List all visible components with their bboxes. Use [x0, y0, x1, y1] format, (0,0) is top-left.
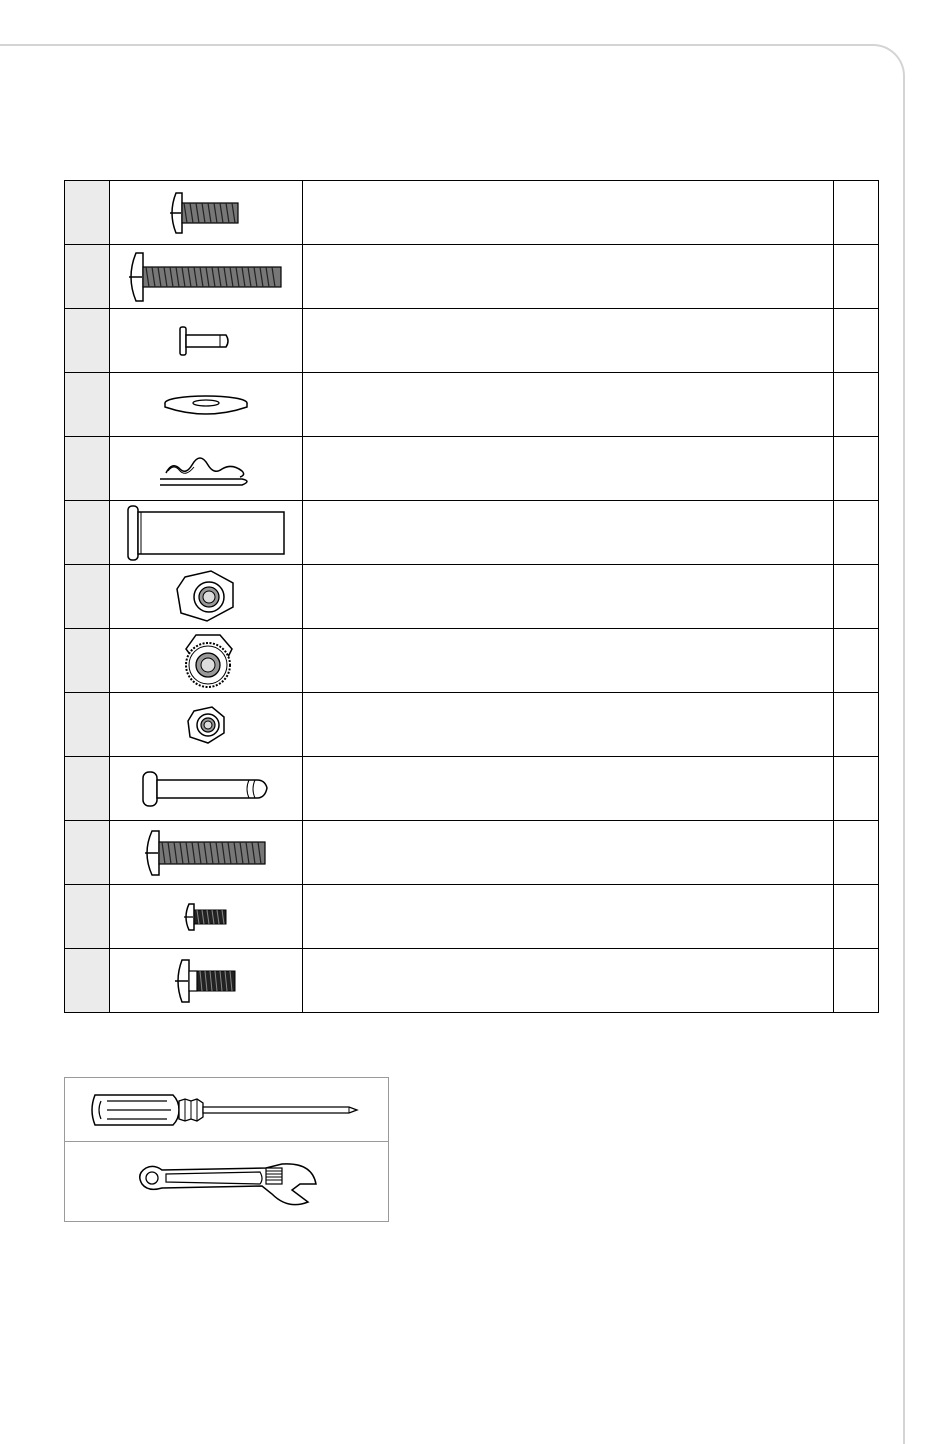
serrated-flange-nut-icon: [176, 631, 236, 691]
part-description: [303, 629, 834, 693]
part-number: [65, 245, 110, 309]
part-quantity: [834, 373, 879, 437]
part-number: [65, 373, 110, 437]
part-description: [303, 885, 834, 949]
table-row: [65, 373, 879, 437]
part-quantity: [834, 501, 879, 565]
part-quantity: [834, 885, 879, 949]
part-quantity: [834, 949, 879, 1013]
tool-cell: [65, 1141, 388, 1222]
part-quantity: [834, 437, 879, 501]
part-description: [303, 373, 834, 437]
small-black-screw-icon: [181, 900, 231, 934]
clevis-pin-icon: [176, 321, 236, 361]
table-row: [65, 821, 879, 885]
part-number: [65, 437, 110, 501]
phillips-screwdriver-icon: [87, 1085, 367, 1135]
part-number: [65, 885, 110, 949]
part-quantity: [834, 757, 879, 821]
table-row: [65, 245, 879, 309]
long-screw-icon: [126, 249, 286, 305]
part-description: [303, 821, 834, 885]
medium-screw-icon: [142, 827, 270, 879]
part-description: [303, 757, 834, 821]
part-description: [303, 501, 834, 565]
part-quantity: [834, 181, 879, 245]
part-number: [65, 565, 110, 629]
part-number: [65, 693, 110, 757]
part-number: [65, 501, 110, 565]
part-description: [303, 437, 834, 501]
table-row: [65, 437, 879, 501]
hair-pin-clip-icon: [156, 447, 256, 491]
part-description: [303, 565, 834, 629]
part-description: [303, 181, 834, 245]
part-number: [65, 629, 110, 693]
table-row: [65, 309, 879, 373]
table-row: [65, 693, 879, 757]
table-row: [65, 757, 879, 821]
part-number: [65, 757, 110, 821]
part-description: [303, 949, 834, 1013]
part-quantity: [834, 565, 879, 629]
lock-nut-small-icon: [184, 703, 228, 747]
table-row: [65, 885, 879, 949]
table-row: [65, 181, 879, 245]
part-quantity: [834, 309, 879, 373]
flat-washer-icon: [161, 390, 251, 420]
part-quantity: [834, 629, 879, 693]
part-quantity: [834, 693, 879, 757]
part-quantity: [834, 821, 879, 885]
adjustable-wrench-icon: [132, 1150, 322, 1214]
table-row: [65, 565, 879, 629]
lock-nut-large-icon: [171, 567, 241, 627]
hardware-parts-table: [64, 180, 879, 1013]
part-number: [65, 181, 110, 245]
part-number: [65, 821, 110, 885]
tool-cell: [65, 1078, 388, 1141]
part-description: [303, 245, 834, 309]
tools-required-box: [64, 1077, 389, 1222]
part-number: [65, 949, 110, 1013]
part-description: [303, 693, 834, 757]
table-row: [65, 501, 879, 565]
part-number: [65, 309, 110, 373]
table-row: [65, 949, 879, 1013]
part-quantity: [834, 245, 879, 309]
flanged-sleeve-icon: [124, 504, 288, 562]
black-bolt-icon: [172, 956, 240, 1006]
table-row: [65, 629, 879, 693]
part-description: [303, 309, 834, 373]
short-screw-icon: [166, 187, 246, 239]
axle-pin-icon: [139, 768, 273, 810]
